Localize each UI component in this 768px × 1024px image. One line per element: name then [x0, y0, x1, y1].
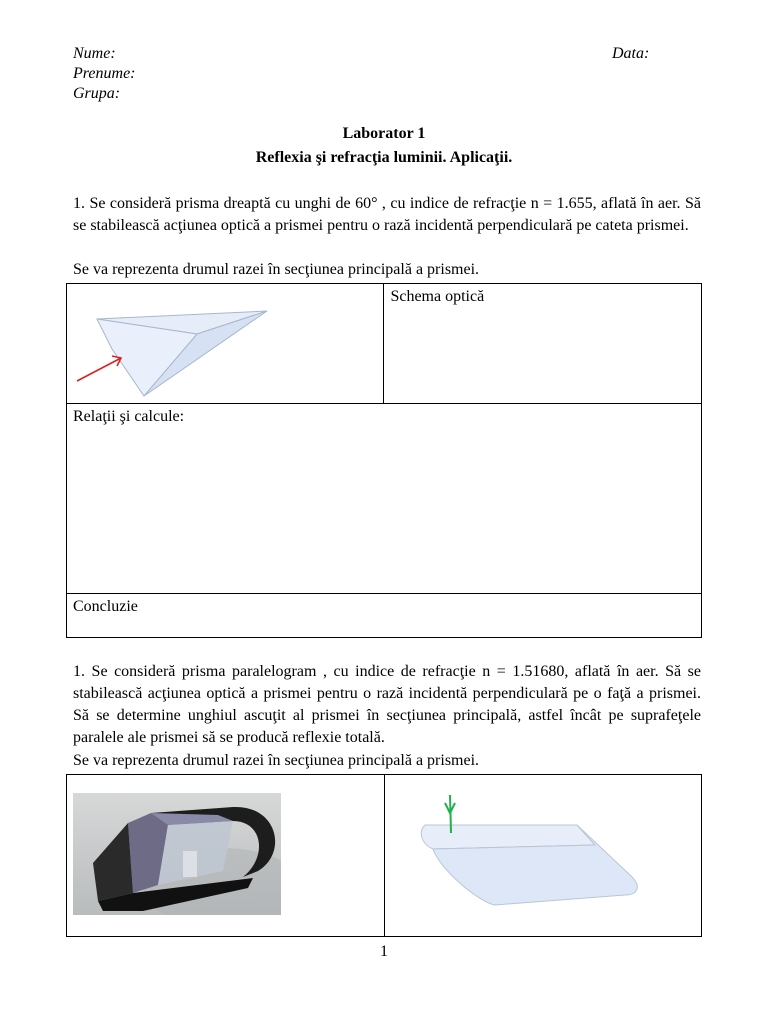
- parallelogram-schema-cell: [384, 775, 702, 937]
- problem2-table: [66, 774, 702, 937]
- problem2-instruction: Se va reprezenta drumul razei în secţiunea principală a prismei.: [73, 752, 480, 769]
- conclusion-label: Concluzie: [73, 598, 138, 615]
- name-label: Nume:: [73, 45, 116, 62]
- surname-label: Prenume:: [73, 65, 136, 82]
- relations-label: Relaţii şi calcule:: [73, 408, 185, 425]
- problem1-text: 1. Se consideră prisma dreaptă cu unghi de 60° , cu indice de refracţie n = 1.655, aflată în aer. Să se stabilească acţiunea optică a prismei pentru o rază incidentă perpendiculară pe cateta prismei.: [73, 195, 701, 234]
- lab-subtitle: Reflexia şi refracţia luminii. Aplicaţii.: [255, 149, 513, 166]
- lab-title: Laborator 1: [342, 125, 426, 142]
- problem1-table: [66, 283, 702, 638]
- right-prism-diagram: [67, 284, 384, 404]
- date-label: Data:: [612, 45, 650, 62]
- optical-schema-cell[interactable]: [384, 284, 702, 404]
- conclusion-cell[interactable]: [67, 594, 702, 638]
- optical-schema-label: Schema optică: [390, 288, 485, 305]
- parallelogram-prism-photo: [73, 793, 281, 915]
- incident-ray: [77, 358, 121, 381]
- page-number: 1: [380, 943, 388, 960]
- group-label: Grupa:: [73, 85, 121, 102]
- relations-cell[interactable]: [67, 404, 702, 594]
- problem2-text: 1. Se consideră prisma paralelogram , cu indice de refracţie n = 1.51680, aflată în aer. Să se stabilească acţiunea optică a prismei pentru o rază incidentă perpendiculară pe o faţă a prismei. Să se determine unghiul ascuţit al prismei în secţiunea principală, astfel încât pe suprafeţele paralele ale prismei să se producă reflexie totală.: [73, 663, 701, 746]
- parallelogram-prism-diagram: [385, 775, 702, 937]
- prism-figure-cell: [67, 284, 384, 404]
- prism-photo-cell: [67, 775, 385, 937]
- problem1-instruction: Se va reprezenta drumul razei în secţiunea principală a prismei.: [73, 261, 480, 278]
